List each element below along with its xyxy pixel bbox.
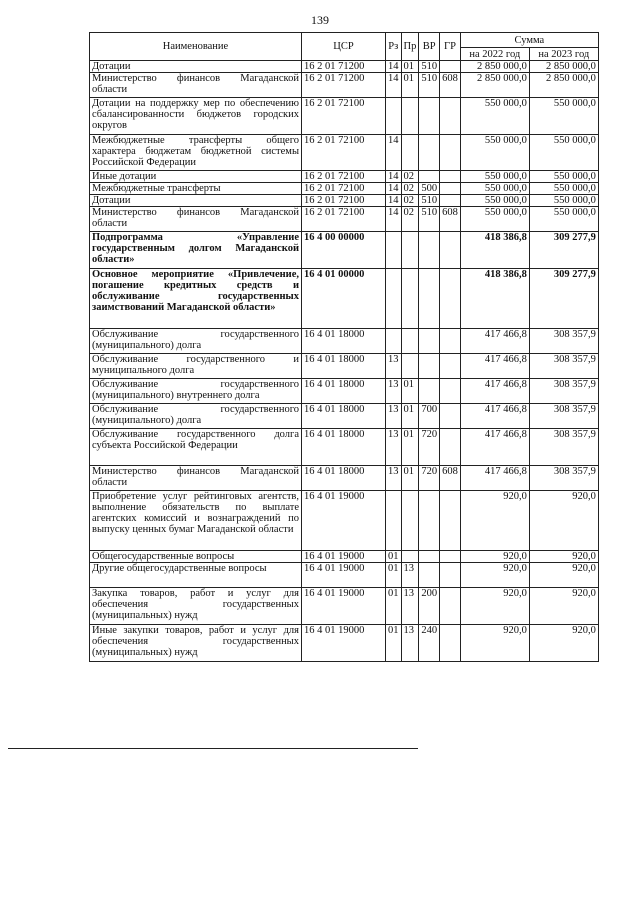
row-gr-cell (440, 269, 461, 329)
row-rz-cell: 13 (386, 404, 402, 429)
row-pr-cell: 01 (401, 429, 419, 466)
row-pr-cell (401, 135, 419, 171)
row-sum-2023-cell: 550 000,0 (529, 98, 598, 135)
table-row (90, 588, 599, 625)
table-row (90, 404, 599, 429)
row-gr-cell (440, 429, 461, 466)
header-name: Наименование (90, 33, 302, 61)
row-rz-cell (386, 491, 402, 551)
row-name-cell: Обслуживание государственного (муниципального) внутреннего долга (90, 379, 302, 404)
row-pr-cell (401, 551, 419, 563)
row-pr-cell: 13 (401, 563, 419, 588)
row-sum-2023-cell: 2 850 000,0 (529, 61, 598, 73)
row-gr-cell (440, 563, 461, 588)
row-sum-2022-cell: 550 000,0 (460, 98, 529, 135)
row-rz-cell: 14 (386, 171, 402, 183)
table-row (90, 625, 599, 662)
row-vr-cell: 510 (419, 207, 440, 232)
table-row (90, 73, 599, 98)
row-sum-2023-cell: 308 357,9 (529, 429, 598, 466)
row-vr-cell (419, 379, 440, 404)
row-csr-cell: 16 4 01 19000 (302, 563, 386, 588)
table-row (90, 232, 599, 269)
row-vr-cell: 500 (419, 183, 440, 195)
row-sum-2023-cell: 920,0 (529, 551, 598, 563)
table-row (90, 466, 599, 491)
row-csr-cell: 16 4 00 00000 (302, 232, 386, 269)
row-rz-cell: 14 (386, 61, 402, 73)
row-rz-cell: 14 (386, 195, 402, 207)
row-vr-cell (419, 354, 440, 379)
row-vr-cell: 700 (419, 404, 440, 429)
row-csr-cell: 16 4 01 18000 (302, 466, 386, 491)
row-csr-cell: 16 4 01 00000 (302, 269, 386, 329)
row-vr-cell (419, 98, 440, 135)
row-csr-cell: 16 4 01 18000 (302, 329, 386, 354)
row-sum-2023-cell: 308 357,9 (529, 379, 598, 404)
row-sum-2023-cell: 920,0 (529, 588, 598, 625)
row-pr-cell (401, 232, 419, 269)
row-rz-cell: 13 (386, 466, 402, 491)
row-name-cell: Приобретение услуг рейтинговых агентств, выполнение обязательств по выплате агентских комиссий и вознаграждений по выпуску ценных бумаг Магаданской области (90, 491, 302, 551)
row-sum-2022-cell: 417 466,8 (460, 379, 529, 404)
row-sum-2022-cell: 550 000,0 (460, 207, 529, 232)
row-rz-cell (386, 329, 402, 354)
row-name-cell: Дотации (90, 195, 302, 207)
row-vr-cell (419, 171, 440, 183)
header-2022: на 2022 год (460, 48, 529, 61)
row-csr-cell: 16 4 01 19000 (302, 625, 386, 662)
row-pr-cell: 01 (401, 466, 419, 491)
row-gr-cell (440, 195, 461, 207)
row-sum-2022-cell: 550 000,0 (460, 195, 529, 207)
row-rz-cell: 01 (386, 625, 402, 662)
row-sum-2022-cell: 920,0 (460, 625, 529, 662)
row-rz-cell: 13 (386, 429, 402, 466)
row-name-cell: Обслуживание государственного и муниципального долга (90, 354, 302, 379)
row-name-cell: Подпрограмма «Управление государственным долгом Магаданской области» (90, 232, 302, 269)
row-gr-cell (440, 98, 461, 135)
row-pr-cell (401, 98, 419, 135)
table-row (90, 429, 599, 466)
row-sum-2023-cell: 920,0 (529, 491, 598, 551)
row-sum-2023-cell: 550 000,0 (529, 171, 598, 183)
table-row (90, 329, 599, 354)
row-vr-cell (419, 232, 440, 269)
row-rz-cell (386, 269, 402, 329)
row-pr-cell: 02 (401, 171, 419, 183)
row-vr-cell (419, 135, 440, 171)
row-name-cell: Обслуживание государственного долга субъекта Российской Федерации (90, 429, 302, 466)
row-rz-cell: 01 (386, 563, 402, 588)
row-gr-cell (440, 588, 461, 625)
row-name-cell: Основное мероприятие «Привлечение, погашение кредитных средств и обслуживание государственных заимствований Магаданской области» (90, 269, 302, 329)
row-sum-2023-cell: 550 000,0 (529, 135, 598, 171)
row-name-cell: Дотации на поддержку мер по обеспечению сбалансированности бюджетов городских округов (90, 98, 302, 135)
row-rz-cell (386, 98, 402, 135)
row-sum-2022-cell: 417 466,8 (460, 466, 529, 491)
table-row (90, 563, 599, 588)
row-gr-cell: 608 (440, 466, 461, 491)
row-sum-2022-cell: 417 466,8 (460, 429, 529, 466)
row-csr-cell: 16 2 01 72100 (302, 135, 386, 171)
row-name-cell: Министерство финансов Магаданской области (90, 466, 302, 491)
row-gr-cell (440, 171, 461, 183)
row-csr-cell: 16 4 01 18000 (302, 354, 386, 379)
row-sum-2023-cell: 308 357,9 (529, 329, 598, 354)
table-row (90, 207, 599, 232)
row-pr-cell: 02 (401, 207, 419, 232)
row-name-cell: Обслуживание государственного (муниципального) долга (90, 404, 302, 429)
row-csr-cell: 16 4 01 19000 (302, 551, 386, 563)
row-name-cell: Общегосударственные вопросы (90, 551, 302, 563)
row-gr-cell (440, 232, 461, 269)
table-row (90, 195, 599, 207)
table-row (90, 183, 599, 195)
row-vr-cell: 720 (419, 466, 440, 491)
page-number: 139 (311, 13, 329, 27)
row-name-cell: Иные закупки товаров, работ и услуг для обеспечения государственных (муниципальных) нужд (90, 625, 302, 662)
row-pr-cell (401, 354, 419, 379)
row-rz-cell: 14 (386, 207, 402, 232)
row-sum-2023-cell: 550 000,0 (529, 207, 598, 232)
row-sum-2023-cell: 920,0 (529, 625, 598, 662)
row-csr-cell: 16 4 01 18000 (302, 429, 386, 466)
header-csr: ЦСР (302, 33, 386, 61)
row-vr-cell (419, 551, 440, 563)
row-pr-cell: 02 (401, 183, 419, 195)
row-sum-2023-cell: 920,0 (529, 563, 598, 588)
header-rz: Рз (386, 33, 402, 61)
row-name-cell: Закупка товаров, работ и услуг для обеспечения государственных (муниципальных) нужд (90, 588, 302, 625)
row-gr-cell (440, 183, 461, 195)
row-rz-cell: 13 (386, 379, 402, 404)
row-name-cell: Министерство финансов Магаданской области (90, 73, 302, 98)
row-vr-cell (419, 563, 440, 588)
row-rz-cell: 01 (386, 588, 402, 625)
row-vr-cell: 240 (419, 625, 440, 662)
header-gr: ГР (440, 33, 461, 61)
row-csr-cell: 16 4 01 18000 (302, 404, 386, 429)
row-rz-cell: 14 (386, 135, 402, 171)
budget-table (89, 32, 599, 662)
row-pr-cell: 01 (401, 404, 419, 429)
row-vr-cell: 200 (419, 588, 440, 625)
header-2023: на 2023 год (529, 48, 598, 61)
row-pr-cell (401, 329, 419, 354)
row-csr-cell: 16 2 01 72100 (302, 183, 386, 195)
row-rz-cell: 14 (386, 73, 402, 98)
row-rz-cell: 13 (386, 354, 402, 379)
table-row (90, 354, 599, 379)
row-name-cell: Обслуживание государственного (муниципального) долга (90, 329, 302, 354)
row-sum-2022-cell: 2 850 000,0 (460, 73, 529, 98)
row-sum-2022-cell: 920,0 (460, 551, 529, 563)
row-pr-cell: 13 (401, 588, 419, 625)
row-sum-2023-cell: 550 000,0 (529, 183, 598, 195)
row-sum-2022-cell: 418 386,8 (460, 269, 529, 329)
row-gr-cell: 608 (440, 207, 461, 232)
row-csr-cell: 16 4 01 18000 (302, 379, 386, 404)
row-gr-cell (440, 61, 461, 73)
row-vr-cell: 510 (419, 61, 440, 73)
row-sum-2023-cell: 550 000,0 (529, 195, 598, 207)
table-row (90, 551, 599, 563)
row-gr-cell (440, 135, 461, 171)
row-vr-cell: 720 (419, 429, 440, 466)
row-name-cell: Межбюджетные трансферты общего характера бюджетам бюджетной системы Российской Федерации (90, 135, 302, 171)
header-pr: Пр (401, 33, 419, 61)
header-vr: ВР (419, 33, 440, 61)
row-csr-cell: 16 2 01 72100 (302, 171, 386, 183)
row-name-cell: Межбюджетные трансферты (90, 183, 302, 195)
footer-divider (8, 748, 418, 749)
row-sum-2022-cell: 550 000,0 (460, 135, 529, 171)
row-sum-2022-cell: 920,0 (460, 588, 529, 625)
row-vr-cell (419, 269, 440, 329)
row-vr-cell: 510 (419, 73, 440, 98)
row-vr-cell (419, 491, 440, 551)
table-row (90, 98, 599, 135)
table-row (90, 269, 599, 329)
row-csr-cell: 16 2 01 71200 (302, 73, 386, 98)
row-name-cell: Другие общегосударственные вопросы (90, 563, 302, 588)
row-gr-cell (440, 404, 461, 429)
row-gr-cell (440, 379, 461, 404)
row-pr-cell: 02 (401, 195, 419, 207)
row-sum-2022-cell: 920,0 (460, 563, 529, 588)
row-csr-cell: 16 2 01 72100 (302, 195, 386, 207)
row-vr-cell: 510 (419, 195, 440, 207)
row-sum-2022-cell: 417 466,8 (460, 354, 529, 379)
row-sum-2023-cell: 308 357,9 (529, 466, 598, 491)
row-gr-cell (440, 329, 461, 354)
row-pr-cell: 01 (401, 379, 419, 404)
row-pr-cell (401, 269, 419, 329)
row-csr-cell: 16 2 01 72100 (302, 98, 386, 135)
row-name-cell: Дотации (90, 61, 302, 73)
row-sum-2022-cell: 417 466,8 (460, 329, 529, 354)
row-name-cell: Иные дотации (90, 171, 302, 183)
table-body (90, 61, 599, 662)
row-gr-cell (440, 625, 461, 662)
row-sum-2022-cell: 920,0 (460, 491, 529, 551)
table-row (90, 171, 599, 183)
row-sum-2023-cell: 308 357,9 (529, 404, 598, 429)
row-sum-2022-cell: 550 000,0 (460, 183, 529, 195)
row-sum-2023-cell: 309 277,9 (529, 232, 598, 269)
row-gr-cell: 608 (440, 73, 461, 98)
row-rz-cell: 01 (386, 551, 402, 563)
row-gr-cell (440, 551, 461, 563)
header-sum: Сумма (460, 33, 598, 48)
row-csr-cell: 16 4 01 19000 (302, 588, 386, 625)
row-pr-cell (401, 491, 419, 551)
row-vr-cell (419, 329, 440, 354)
row-gr-cell (440, 491, 461, 551)
table-row (90, 61, 599, 73)
row-pr-cell: 01 (401, 73, 419, 98)
row-pr-cell: 01 (401, 61, 419, 73)
table-row (90, 135, 599, 171)
row-sum-2022-cell: 550 000,0 (460, 171, 529, 183)
row-sum-2023-cell: 2 850 000,0 (529, 73, 598, 98)
row-sum-2022-cell: 2 850 000,0 (460, 61, 529, 73)
row-sum-2023-cell: 309 277,9 (529, 269, 598, 329)
row-sum-2022-cell: 417 466,8 (460, 404, 529, 429)
table-row (90, 491, 599, 551)
row-csr-cell: 16 2 01 72100 (302, 207, 386, 232)
row-csr-cell: 16 4 01 19000 (302, 491, 386, 551)
row-csr-cell: 16 2 01 71200 (302, 61, 386, 73)
table-row (90, 379, 599, 404)
row-sum-2022-cell: 418 386,8 (460, 232, 529, 269)
row-gr-cell (440, 354, 461, 379)
row-rz-cell (386, 232, 402, 269)
row-sum-2023-cell: 308 357,9 (529, 354, 598, 379)
row-name-cell: Министерство финансов Магаданской области (90, 207, 302, 232)
row-rz-cell: 14 (386, 183, 402, 195)
row-pr-cell: 13 (401, 625, 419, 662)
